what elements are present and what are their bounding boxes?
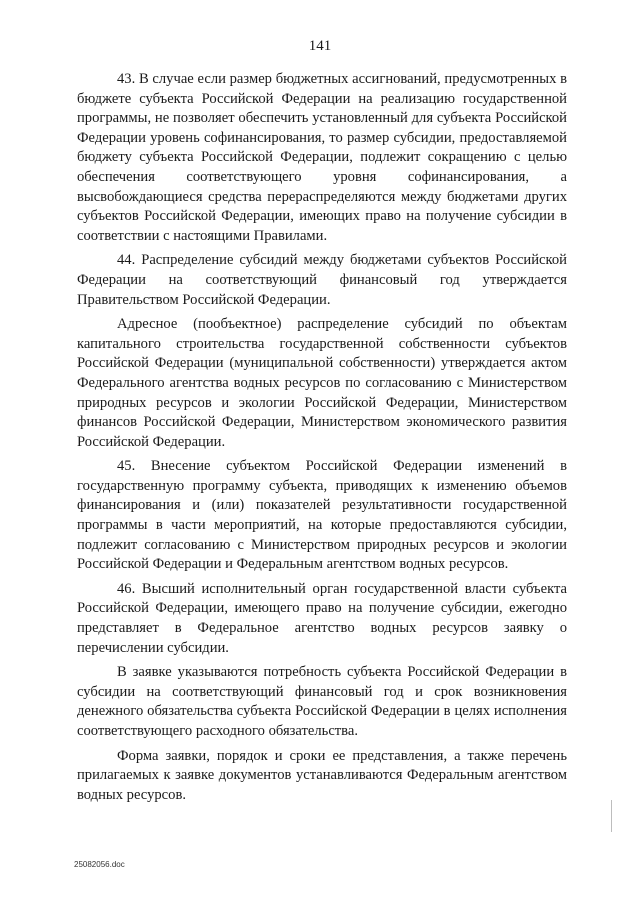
paragraph-application-contents: В заявке указываются потребность субъекта Российской Федерации в субсидии на соответствующий финансовый год и срок возникновения денежного обязательства субъекта Российской Федерации в целях исполнения соответствующего расходного обязательства. bbox=[77, 664, 567, 739]
footer-filename: 25082056.doc bbox=[74, 860, 125, 869]
paragraph-46: 46. Высший исполнительный орган государственной власти субъекта Российской Федерации, имеющего право на получение субсидии, ежегодно представляет в Федеральное агентство водных ресурсов заявку о перечислении субсидии. bbox=[77, 580, 567, 656]
document-body bbox=[77, 70, 567, 810]
page-number: 141 bbox=[308, 38, 332, 54]
paragraph-44: 44. Распределение субсидий между бюджетами субъектов Российской Федерации на соответствующий финансовый год утверждается Правительством Российской Федерации. bbox=[77, 252, 567, 308]
paragraph-43: 43. В случае если размер бюджетных ассигнований, предусмотренных в бюджете субъекта Российской Федерации на реализацию государственной программы, не позволяет обеспечить установленный для субъекта Российской Федерации уровень софинансирования, то размер субсидии, предоставляемой бюджету субъекта Российской Федерации, подлежит сокращению с целью обеспечения соответствующего уровня софинансирования, а высвобождающиеся средства перераспределяются между бюджетами других субъектов Российской Федерации, имеющих право на получение субсидии в соответствии с настоящими Правилами. bbox=[77, 71, 567, 244]
paragraph-address-distribution: Адресное (пообъектное) распределение субсидий по объектам капитального строительства государственной собственности субъектов Российской Федерации (муниципальной собственности) утверждается актом Федерального агентства водных ресурсов по согласованию с Министерством природных ресурсов и экологии Российской Федерации, Министерством финансов Российской Федерации, Министерством экономического развития Российской Федерации. bbox=[77, 316, 567, 450]
paragraph-application-form: Форма заявки, порядок и сроки ее представления, а также перечень прилагаемых к заявке документов устанавливаются Федеральным агентством водных ресурсов. bbox=[77, 747, 567, 803]
paragraph-45: 45. Внесение субъектом Российской Федерации изменений в государственную программу субъекта, приводящих к изменению объемов финансирования и (или) показателей результативности государственной программы в части мероприятий, на которые предоставляются субсидии, подлежит согласованию с Министерством природных ресурсов и экологии Российской Федерации и Федеральным агентством водных ресурсов. bbox=[77, 458, 567, 573]
margin-mark bbox=[611, 800, 612, 832]
